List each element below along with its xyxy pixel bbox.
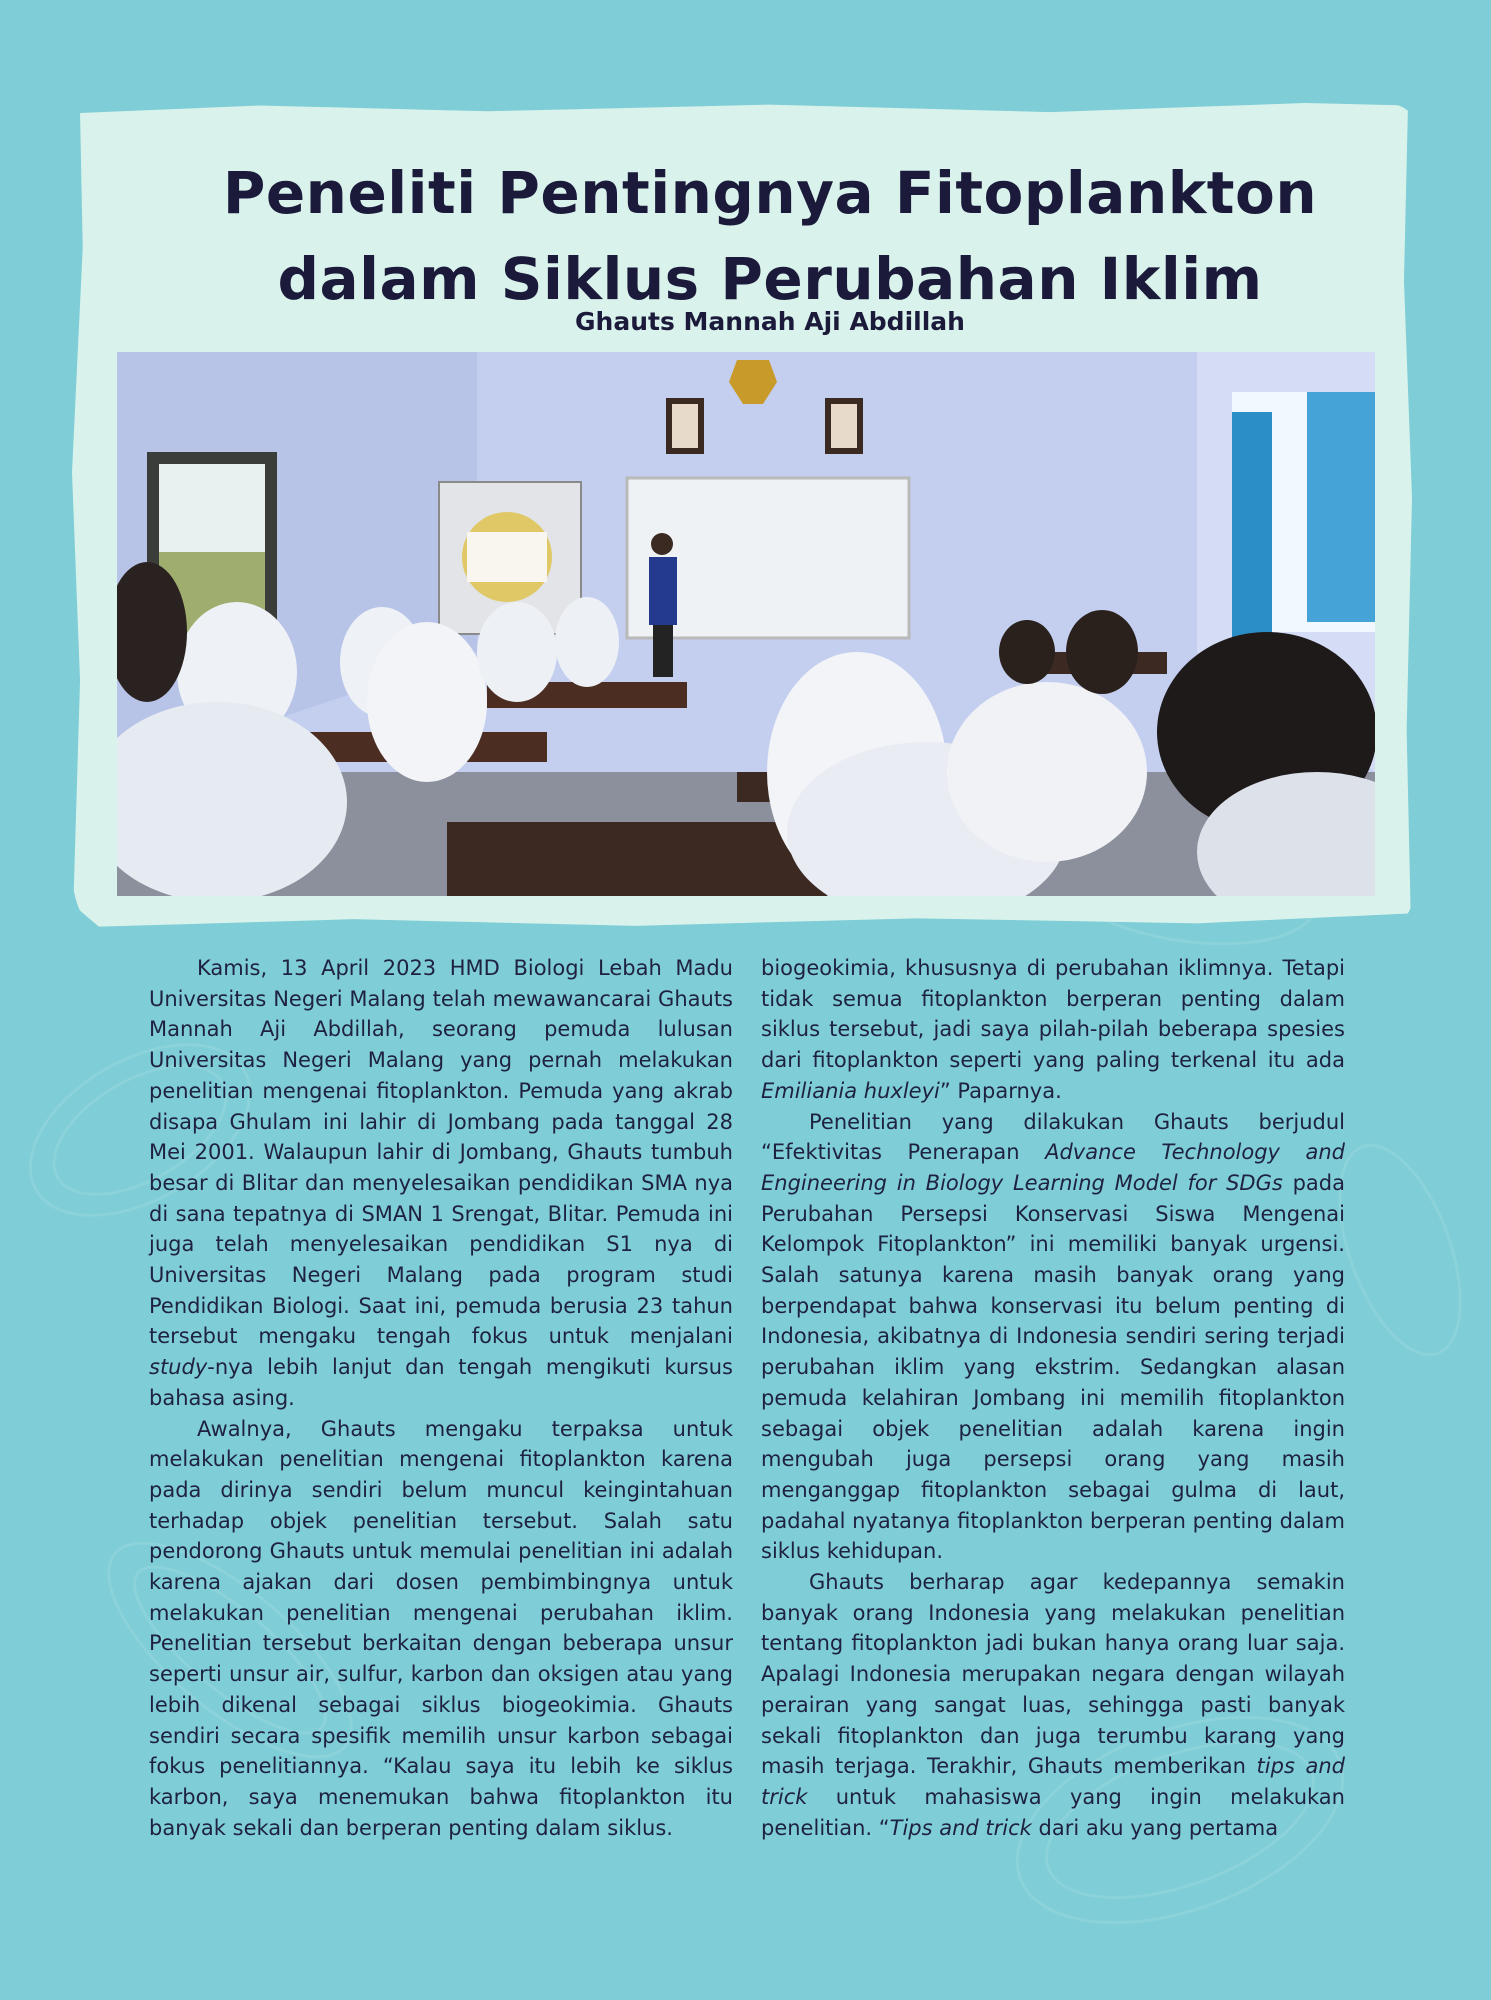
right-p3-text-b: untuk mahasiswa yang ingin melakukan penelitian. “ [761,1784,1345,1840]
left-paragraph-2: Awalnya, Ghauts mengaku terpaksa untuk melakukan penelitian mengenai fitoplankton karena pada dirinya sendiri belum muncul keingintahuan terhadap objek penelitian tersebut. Salah satu pendorong Ghauts untuk memulai penelitian ini adalah karena ajakan dari dosen pembimbingnya untuk melakukan penelitian mengenai perubahan iklim. Penelitian tersebut berkaitan dengan beberapa unsur seperti unsur air, sulfur, karbon dan oksigen atau yang lebih dikenal sebagai siklus biogeokimia. Ghauts sendiri secara spesifik memilih unsur karbon sebagai fokus penelitiannya. “Kalau saya itu lebih ke siklus karbon, saya menemukan bahwa fitoplankton itu banyak sekali dan berperan penting dalam siklus. [149,1416,733,1840]
right-paragraph-1 [761,953,1345,1107]
right-p3-text-a: Ghauts berharap agar kedepannya semakin banyak orang Indonesia yang melakukan penelitian tentang fitoplankton jadi bukan hanya orang luar saja. Apalagi Indonesia merupakan negara dengan wilayah perairan yang sangat luas, sehingga pasti banyak sekali fitoplankton dan juga terumbu karang yang masih terjaga. Terakhir, Ghauts memberikan [761,1570,1345,1779]
right-p3-text-c: dari aku yang pertama [1031,1815,1279,1840]
left-paragraph-1 [149,953,733,1414]
right-p3-italic-2: Tips and trick [889,1815,1032,1840]
right-p1-italic: Emiliania huxleyi [761,1078,940,1103]
right-p1-text-b: ” Paparnya. [939,1078,1062,1103]
left-p1-text-b: -nya lebih lanjut dan tengah mengikuti kursus bahasa asing. [149,1355,733,1410]
title-line-2: dalam Siklus Perubahan Iklim [277,245,1263,313]
right-p2-text-a: Penelitian yang dilakukan Ghauts berjudul “Efektivitas Penerapan [761,1109,1345,1165]
classroom-photo [117,352,1375,896]
right-paragraph-3 [761,1567,1345,1843]
left-column [149,953,733,1843]
right-paragraph-2 [761,1107,1345,1568]
left-p1-italic: study [149,1355,208,1380]
right-p3-italic-1: tips and trick [761,1754,1345,1809]
classroom-photo-illustration [117,352,1375,896]
title-line-1: Peneliti Pentingnya Fitoplankton [222,159,1318,227]
right-p2-text-b: pada Perubahan Persepsi Konservasi Siswa Mengenai Kelompok Fitoplankton” ini memiliki banyak urgensi. Salah satunya karena masih banyak orang yang berpendapat bahwa konservasi itu belum penting di Indonesia, akibatnya di Indonesia sendiri sering terjadi perubahan iklim yang ekstrim. Sedangkan alasan pemuda kelahiran Jombang ini memilih fitoplankton sebagai objek penelitian adalah karena ingin mengubah juga persepsi orang yang masih menganggap fitoplankton sebagai gulma di laut, padahal nyatanya fitoplankton berperan penting dalam siklus kehidupan. [761,1170,1345,1564]
right-p2-italic: Advance Technology and Engineering in Biology Learning Model for SDGs [761,1140,1345,1195]
article-author: Ghauts Mannah Aji Abdillah [575,307,965,336]
article-title [160,150,1380,322]
right-p1-text-a: biogeokimia, khususnya di perubahan iklimnya. Tetapi tidak semua fitoplankton berperan penting dalam siklus tersebut, jadi saya pilah-pilah beberapa spesies dari fitoplankton seperti yang paling terkenal itu ada [761,956,1345,1073]
left-p1-text-a: Kamis, 13 April 2023 HMD Biologi Lebah Madu Universitas Negeri Malang telah mewawancarai Ghauts Mannah Aji Abdillah, seorang pemuda lulusan Universitas Negeri Malang yang pernah melakukan penelitian mengenai fitoplankton. Pemuda yang akrab disapa Ghulam ini lahir di Jombang pada tanggal 28 Mei 2001. Walaupun lahir di Jombang, Ghauts tumbuh besar di Blitar dan menyelesaikan pendidikan SMA nya di sana tepatnya di SMAN 1 Srengat, Blitar. Pemuda ini juga telah menyelesaikan pendidikan S1 nya di Universitas Negeri Malang pada program studi Pendidikan Biologi. Saat ini, pemuda berusia 23 tahun tersebut mengaku tengah fokus untuk menjalani [149,956,733,1349]
right-column [761,953,1345,1843]
